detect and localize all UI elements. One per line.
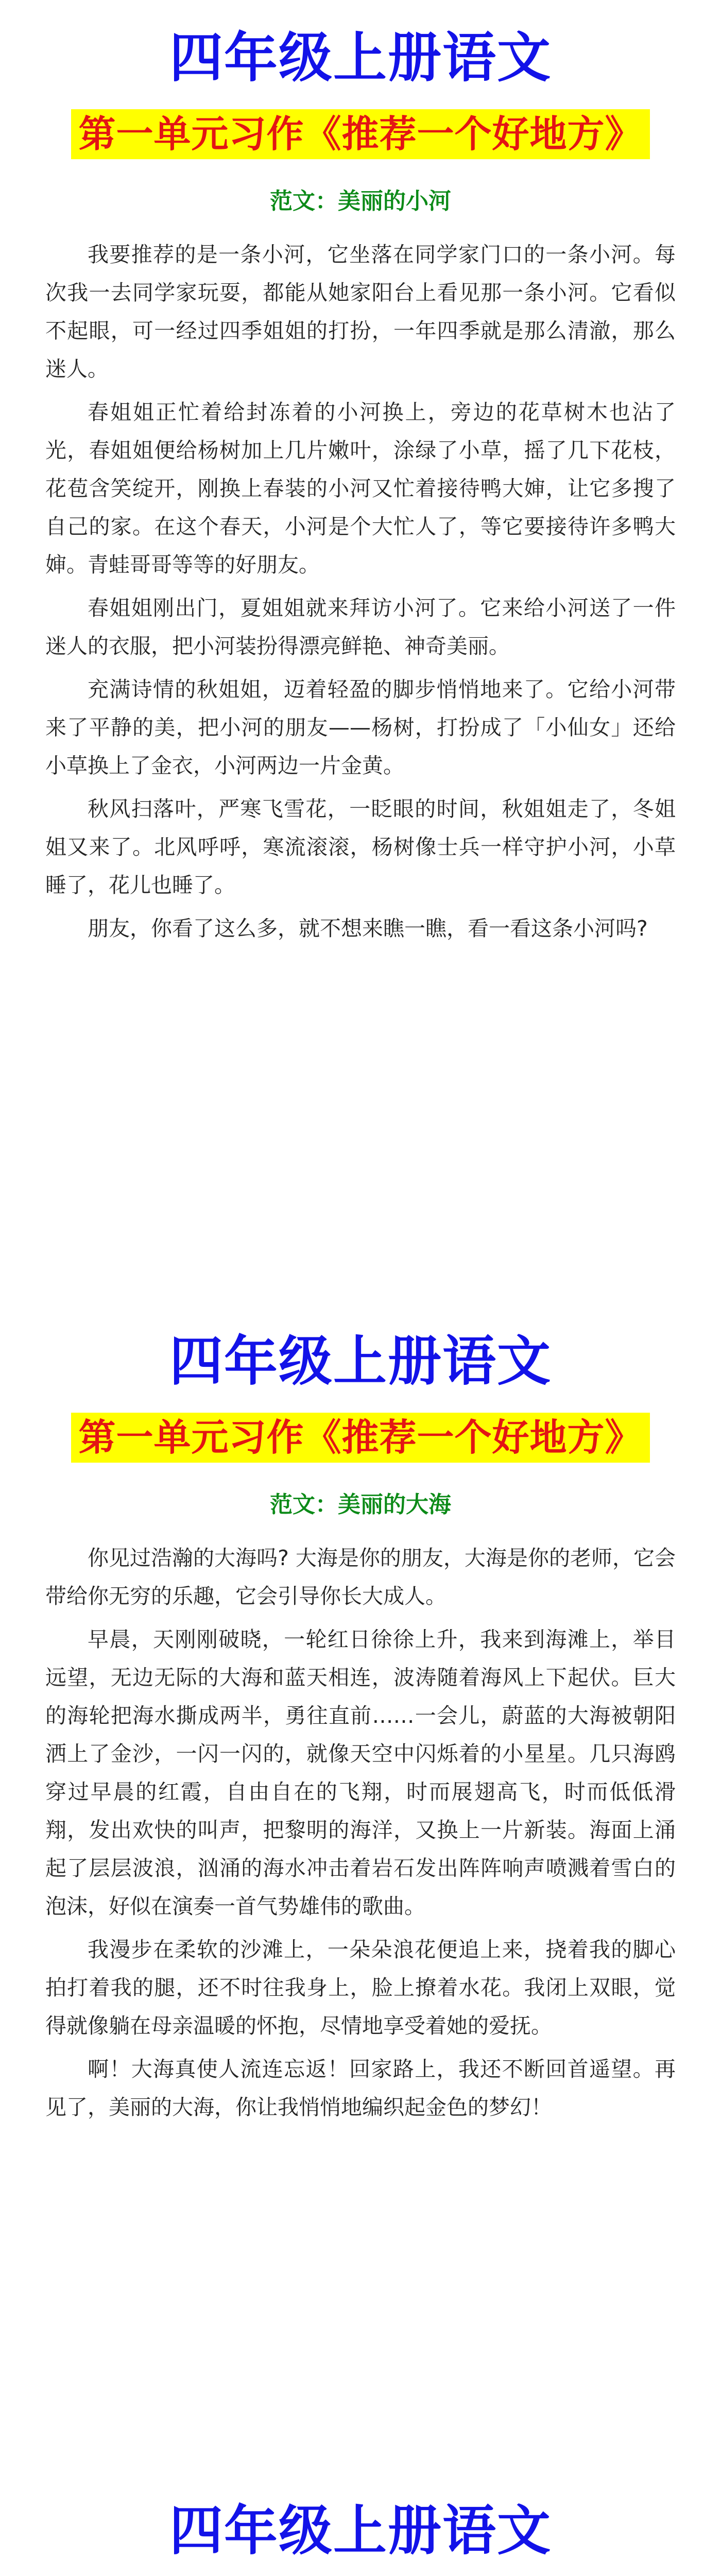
paragraph: 我漫步在柔软的沙滩上，一朵朵浪花便追上来，挠着我的脚心拍打着我的腿，还不时往我身上，脸上撩着水花。我闭上双眼，觉得就像躺在母亲温暖的怀抱，尽情地享受着她的爱抚。 bbox=[45, 1937, 676, 2039]
grade-title: 四年级上册语文 bbox=[169, 26, 552, 89]
paragraph: 春姐姐刚出门，夏姐姐就来拜访小河了。它来给小河送了一件迷人的衣服，把小河装扮得漂亮鲜艳、神奇美丽。 bbox=[45, 596, 676, 659]
essay-body bbox=[45, 1539, 676, 2126]
unit-subtitle: 第一单元习作《推荐一个好地方》 bbox=[71, 1413, 649, 1463]
paragraph: 春姐姐正忙着给封冻着的小河换上，旁边的花草树木也沾了光，春姐姐便给杨树加上几片嫩叶，涂绿了小草，摇了几下花枝，花苞含笑绽开，刚换上春装的小河又忙着接待鸭大婶，让它多搜了自己的家。在这个春天，小河是个大忙人了，等它要接待许多鸭大婶。青蛙哥哥等等的好朋友。 bbox=[45, 400, 676, 578]
paragraph: 我要推荐的是一条小河，它坐落在同学家门口的一条小河。每次我一去同学家玩耍，都能从她家阳台上看见那一条小河。它看似不起眼，可一经过四季姐姐的打扮，一年四季就是那么清澈，那么迷人。 bbox=[45, 242, 676, 382]
essay-section-2 bbox=[0, 1330, 721, 2131]
paragraph: 秋风扫落叶，严寒飞雪花，一眨眼的时间，秋姐姐走了，冬姐姐又来了。北风呼呼，寒流滚滚，杨树像士兵一样守护小河，小草睡了，花儿也睡了。 bbox=[45, 796, 676, 898]
paragraph: 你见过浩瀚的大海吗? 大海是你的朋友，大海是你的老师，它会带给你无穷的乐趣，它会引导你长大成人。 bbox=[45, 1546, 676, 1609]
essay-title: 范文：美丽的大海 bbox=[270, 1492, 451, 1518]
paragraph: 啊！大海真使人流连忘返！回家路上，我还不断回首遥望。再见了，美丽的大海，你让我悄悄地编织起金色的梦幻！ bbox=[45, 2057, 676, 2120]
unit-subtitle: 第一单元习作《推荐一个好地方》 bbox=[71, 109, 649, 159]
paragraph: 早晨，天刚刚破晓，一轮红日徐徐上升，我来到海滩上，举目远望，无边无际的大海和蓝天相连，波涛随着海风上下起伏。巨大的海轮把海水撕成两半，勇往直前……一会儿，蔚蓝的大海被朝阳洒上了金沙，一闪一闪的，就像天空中闪烁着的小星星。几只海鸥穿过早晨的红霞，自由自在的飞翔，时而展翅高飞，时而低低滑翔，发出欢快的叫声，把黎明的海洋，又换上一片新装。海面上涌起了层层波浪，汹涌的海水冲击着岩石发出阵阵响声喷溅着雪白的泡沫，好似在演奏一首气势雄伟的歌曲。 bbox=[45, 1627, 676, 1919]
paragraph: 充满诗情的秋姐姐，迈着轻盈的脚步悄悄地来了。它给小河带来了平静的美，把小河的朋友——杨树，打扮成了「小仙女」还给小草换上了金衣，小河两边一片金黄。 bbox=[45, 677, 676, 778]
essay-section-3 bbox=[0, 2499, 721, 2576]
grade-title: 四年级上册语文 bbox=[169, 1330, 552, 1393]
essay-title: 范文：美丽的小河 bbox=[270, 188, 451, 215]
essay-section-1 bbox=[0, 26, 721, 953]
unit-subtitle-wrap bbox=[0, 1413, 721, 1463]
paragraph: 朋友，你看了这么多，就不想来瞧一瞧，看一看这条小河吗? bbox=[88, 916, 648, 941]
essay-body bbox=[45, 235, 676, 947]
grade-title: 四年级上册语文 bbox=[169, 2499, 552, 2562]
unit-subtitle-wrap bbox=[0, 109, 721, 159]
